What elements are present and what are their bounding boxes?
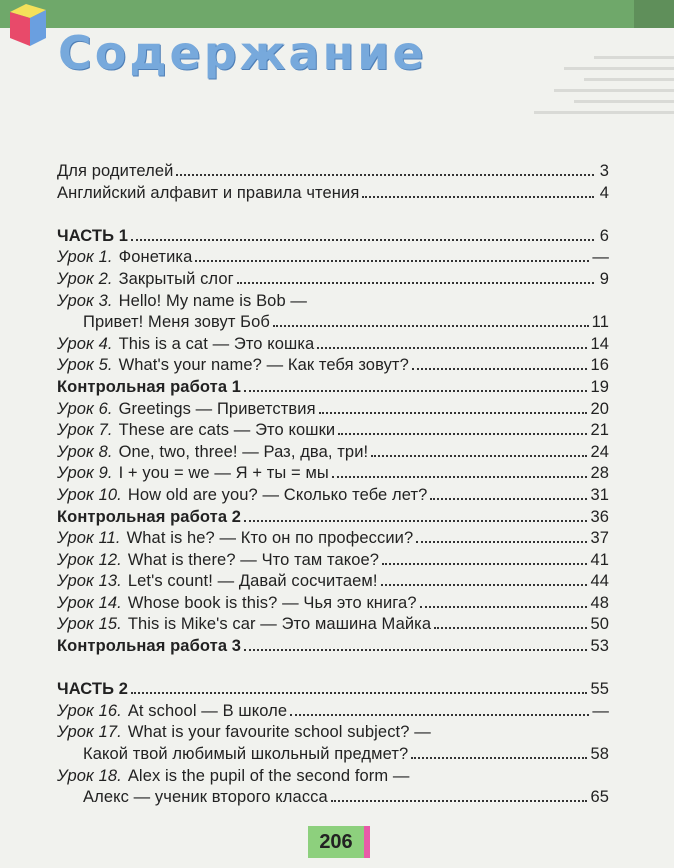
page-title: Содержание xyxy=(58,26,427,80)
toc-page-number: — xyxy=(592,701,609,720)
toc-page-number: 41 xyxy=(590,550,609,569)
lesson-label: Урок 7. xyxy=(57,421,113,440)
lesson-label: Урок 1. xyxy=(57,248,113,267)
lesson-label: Урок 11. xyxy=(57,529,121,548)
toc-row-lesson-5[interactable] xyxy=(57,356,609,378)
lesson-label: Урок 16. xyxy=(57,701,122,720)
leader-dots xyxy=(176,174,594,176)
toc-row-lesson-17[interactable] xyxy=(57,723,609,745)
toc-page-number: 65 xyxy=(590,788,609,807)
leader-dots xyxy=(416,541,587,543)
toc-page-number: 16 xyxy=(590,356,609,375)
leader-dots xyxy=(381,584,588,586)
leader-dots xyxy=(131,692,587,694)
lesson-label: Урок 17. xyxy=(57,723,122,742)
leader-dots xyxy=(411,757,587,759)
leader-dots xyxy=(412,368,588,370)
toc-page-number: 53 xyxy=(590,637,609,656)
leader-dots xyxy=(195,260,589,262)
leader-dots xyxy=(430,498,587,500)
toc-page-number: 20 xyxy=(590,399,609,418)
toc-page-number: 14 xyxy=(590,334,609,353)
leader-dots xyxy=(244,520,587,522)
leader-dots xyxy=(131,239,594,241)
toc-row-lesson-11[interactable] xyxy=(57,529,609,551)
toc-entry-text: Закрытый слог xyxy=(118,269,234,288)
toc-row-lesson-7[interactable] xyxy=(57,421,609,443)
toc-page-number: 36 xyxy=(590,507,609,526)
toc-entry-text: At school — В школе xyxy=(127,701,288,720)
lesson-label: Урок 15. xyxy=(57,615,122,634)
toc-row-lesson-17-cont[interactable] xyxy=(57,745,609,767)
toc-page-number: 21 xyxy=(590,421,609,440)
lesson-label: Урок 10. xyxy=(57,485,122,504)
toc-page-number: 28 xyxy=(590,464,609,483)
leader-dots xyxy=(319,412,588,414)
lesson-label: Урок 18. xyxy=(57,766,122,785)
toc-page-number: — xyxy=(592,248,609,267)
test-heading: Контрольная работа 1 xyxy=(57,377,242,396)
toc-row-lesson-15[interactable] xyxy=(57,615,609,637)
lesson-label: Урок 4. xyxy=(57,334,113,353)
toc-entry-text: What is your favourite school subject? — xyxy=(127,723,431,742)
toc-row-lesson-8[interactable] xyxy=(57,443,609,465)
lesson-label: Урок 14. xyxy=(57,593,122,612)
toc-page-number: 44 xyxy=(590,572,609,591)
toc-page-number: 50 xyxy=(590,615,609,634)
toc-row-lesson-10[interactable] xyxy=(57,486,609,508)
bleed-through-text xyxy=(444,48,674,148)
leader-dots xyxy=(338,433,587,435)
toc-page-number: 24 xyxy=(590,442,609,461)
part-heading: ЧАСТЬ 2 xyxy=(57,680,129,699)
page-badge-stripe xyxy=(364,826,370,858)
toc-row-lesson-12[interactable] xyxy=(57,551,609,573)
lesson-label: Урок 12. xyxy=(57,550,122,569)
leader-dots xyxy=(331,800,588,802)
leader-dots xyxy=(290,714,589,716)
part-heading: ЧАСТЬ 1 xyxy=(57,226,129,245)
lesson-label: Урок 5. xyxy=(57,356,113,375)
toc-entry-text: I + you = we — Я + ты = мы xyxy=(118,464,329,483)
leader-dots xyxy=(244,649,587,651)
test-heading: Контрольная работа 3 xyxy=(57,637,242,656)
toc-row-part-2[interactable] xyxy=(57,680,609,702)
toc-row-lesson-3-cont[interactable] xyxy=(57,313,609,335)
toc-entry-text: These are cats — Это кошки xyxy=(118,421,336,440)
toc-entry-text: What's your name? — Как тебя зовут? xyxy=(118,356,409,375)
toc-page-number: 9 xyxy=(599,269,609,288)
toc-page-number: 19 xyxy=(590,377,609,396)
toc-entry-text: Для родителей xyxy=(57,162,174,180)
toc-row-lesson-13[interactable] xyxy=(57,572,609,594)
cube-icon xyxy=(6,2,50,48)
toc-page-number: 58 xyxy=(590,745,609,764)
toc-entry-text: Какой твой любимый школьный предмет? xyxy=(83,745,409,764)
toc-entry-text: Привет! Меня зовут Боб xyxy=(83,313,270,332)
test-heading: Контрольная работа 2 xyxy=(57,507,242,526)
toc-entry-text: Greetings — Приветствия xyxy=(118,399,316,418)
toc-page-number: 55 xyxy=(590,680,609,699)
top-color-bar xyxy=(0,0,674,28)
lesson-label: Урок 2. xyxy=(57,269,113,288)
toc-entry-text: What is he? — Кто он по профессии? xyxy=(126,529,414,548)
leader-dots xyxy=(237,282,594,284)
toc-entry-text: Let's count! — Давай сосчитаем! xyxy=(127,572,378,591)
toc-entry-text: Фонетика xyxy=(118,248,193,267)
lesson-label: Урок 6. xyxy=(57,399,113,418)
toc-page-number: 3 xyxy=(599,162,609,180)
leader-dots xyxy=(273,325,589,327)
toc-entry-text: One, two, three! — Раз, два, три! xyxy=(118,442,369,461)
leader-dots xyxy=(371,455,587,457)
toc-entry-text: Английский алфавит и правила чтения xyxy=(57,183,360,202)
toc-entry-text: How old are you? — Сколько тебе лет? xyxy=(127,485,428,504)
leader-dots xyxy=(332,476,588,478)
toc-row-lesson-18-cont[interactable] xyxy=(57,788,609,810)
toc-entry-text: This is Mike's car — Это машина Майка xyxy=(127,615,432,634)
toc-row-lesson-4[interactable] xyxy=(57,335,609,357)
toc-entry-text: Alex is the pupil of the second form — xyxy=(127,766,410,785)
leader-dots xyxy=(317,347,587,349)
toc-row-test-1[interactable] xyxy=(57,378,609,400)
toc-page-number: 4 xyxy=(599,183,609,202)
toc-page-number: 48 xyxy=(590,593,609,612)
toc-row-lesson-9[interactable] xyxy=(57,464,609,486)
table-of-contents xyxy=(57,162,609,810)
toc-row-lesson-6[interactable] xyxy=(57,400,609,422)
toc-entry-text: What is there? — Что там такое? xyxy=(127,550,380,569)
toc-row-lesson-14[interactable] xyxy=(57,594,609,616)
toc-page-number: 31 xyxy=(590,485,609,504)
lesson-label: Урок 13. xyxy=(57,572,122,591)
toc-row-lesson-1[interactable] xyxy=(57,248,609,270)
toc-page-number: 6 xyxy=(599,226,609,245)
page-number: 206 xyxy=(319,831,353,853)
toc-row-lesson-18[interactable] xyxy=(57,767,609,789)
toc-row-parents[interactable] xyxy=(57,162,609,184)
toc-entry-text: This is a cat — Это кошка xyxy=(118,334,315,353)
leader-dots xyxy=(382,563,587,565)
toc-row-alphabet[interactable] xyxy=(57,184,609,206)
toc-entry-text: Hello! My name is Bob — xyxy=(118,291,308,310)
page-number-badge xyxy=(308,826,364,858)
leader-dots xyxy=(362,196,594,198)
leader-dots xyxy=(244,390,587,392)
lesson-label: Урок 3. xyxy=(57,291,113,310)
toc-page-number: 11 xyxy=(591,313,609,332)
lesson-label: Урок 9. xyxy=(57,464,113,483)
toc-row-lesson-3[interactable] xyxy=(57,292,609,314)
toc-row-lesson-2[interactable] xyxy=(57,270,609,292)
toc-row-lesson-16[interactable] xyxy=(57,702,609,724)
leader-dots xyxy=(434,627,587,629)
toc-entry-text: Алекс — ученик второго класса xyxy=(83,788,328,807)
toc-row-test-2[interactable] xyxy=(57,508,609,530)
toc-page-number: 37 xyxy=(590,529,609,548)
toc-row-part-1[interactable] xyxy=(57,227,609,249)
toc-entry-text: Whose book is this? — Чья это книга? xyxy=(127,593,417,612)
lesson-label: Урок 8. xyxy=(57,442,113,461)
toc-row-test-3[interactable] xyxy=(57,637,609,659)
leader-dots xyxy=(420,606,588,608)
